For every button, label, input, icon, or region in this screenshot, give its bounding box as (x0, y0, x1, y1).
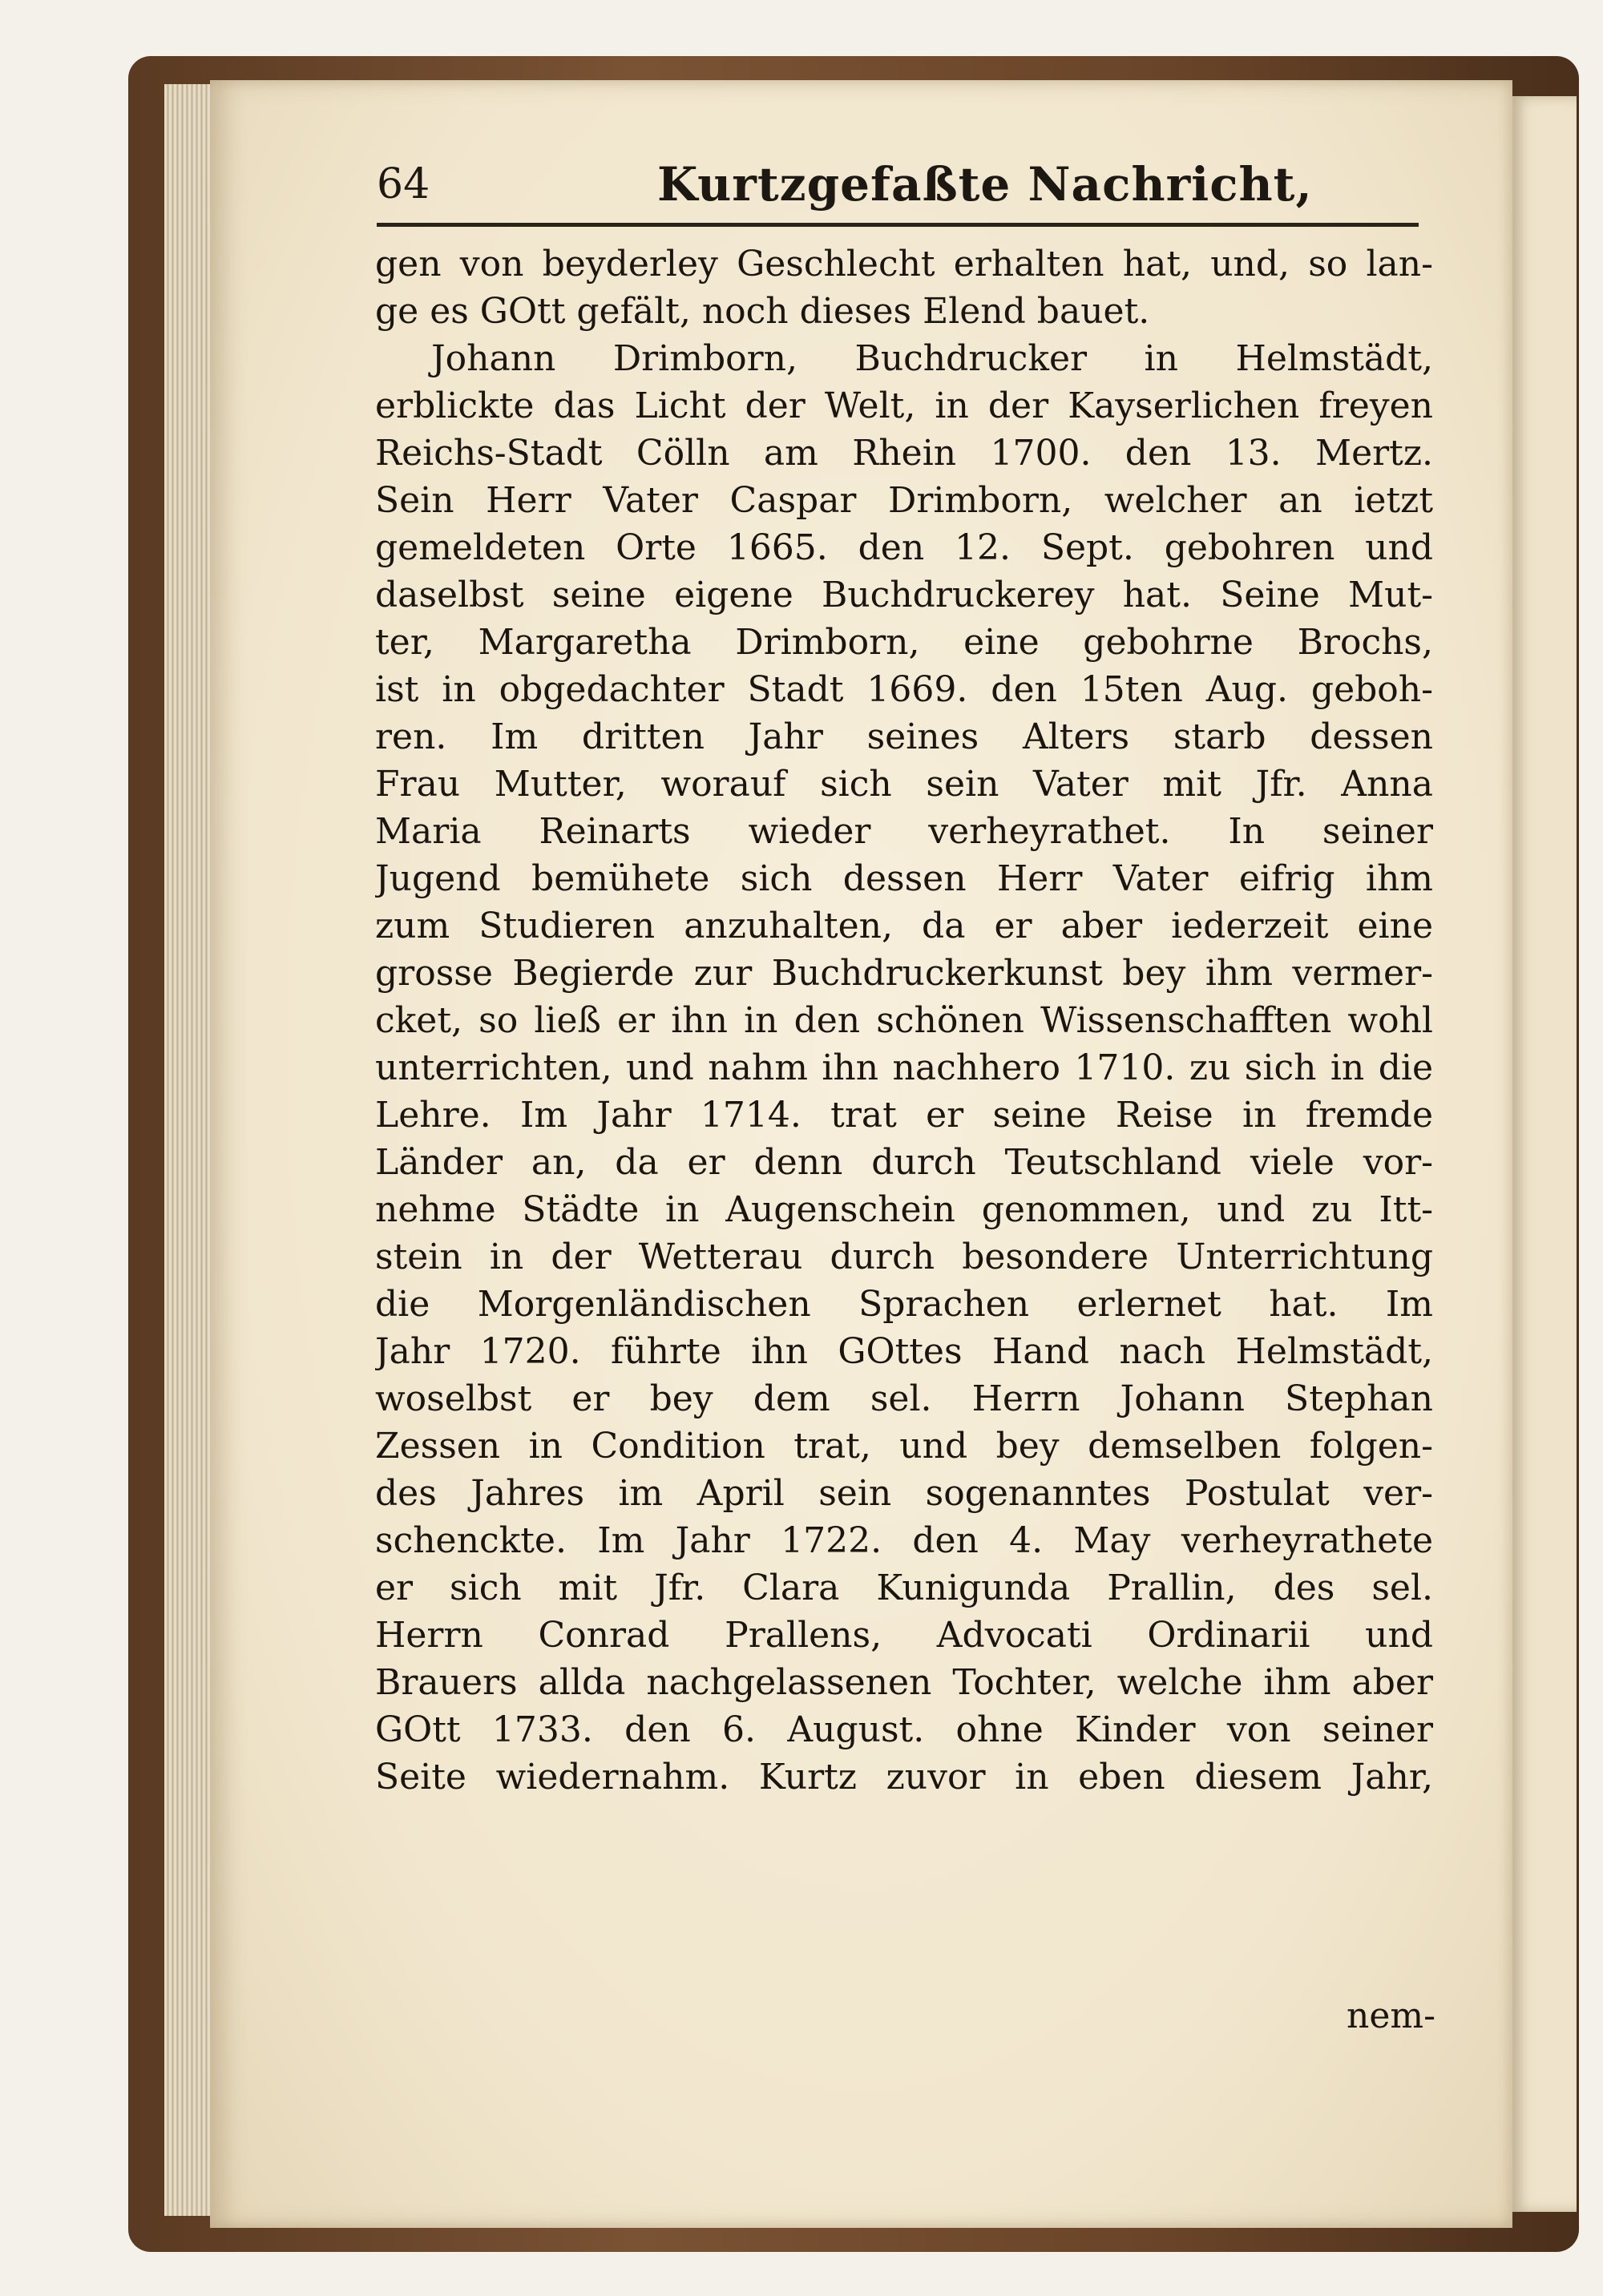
text-line: zum Studieren anzuhalten, da er aber iederzeit eine (375, 906, 1433, 946)
text-line: gemeldeten Orte 1665. den 12. Sept. gebohren und (375, 527, 1433, 568)
catchword: nem- (1347, 1995, 1435, 2036)
text-line: cket, so ließ er ihn in den schönen Wissenschafften wohl (375, 1000, 1433, 1041)
text-line: Brauers allda nachgelassenen Tochter, welche ihm aber (375, 1662, 1433, 1703)
text-line: Sein Herr Vater Caspar Drimborn, welcher an ietzt (375, 480, 1433, 521)
text-line: daselbst seine eigene Buchdruckerey hat. Seine Mut- (375, 575, 1433, 615)
text-line: gen von beyderley Geschlecht erhalten hat, und, so lan- (375, 244, 1433, 284)
text-line: die Morgenländischen Sprachen erlernet hat. Im (375, 1284, 1433, 1325)
text-line: Frau Mutter, worauf sich sein Vater mit Jfr. Anna (375, 764, 1433, 805)
facing-page-edge (1512, 96, 1577, 2212)
text-line: Lehre. Im Jahr 1714. trat er seine Reise in fremde (375, 1095, 1433, 1136)
text-line: Reichs-Stadt Cölln am Rhein 1700. den 13. Mertz. (375, 433, 1433, 474)
text-line: ter, Margaretha Drimborn, eine gebohrne Brochs, (375, 622, 1433, 663)
text-line: stein in der Wetterau durch besondere Unterrichtung (375, 1237, 1433, 1277)
header-rule (377, 223, 1419, 227)
body-text (375, 240, 1433, 1801)
text-line: ist in obgedachter Stadt 1669. den 15ten Aug. geboh- (375, 669, 1433, 710)
text-line: er sich mit Jfr. Clara Kunigunda Prallin, des sel. (375, 1568, 1433, 1608)
text-line: woselbst er bey dem sel. Herrn Johann Stephan (375, 1378, 1433, 1419)
text-line: Länder an, da er denn durch Teutschland viele vor- (375, 1142, 1433, 1183)
text-line: unterrichten, und nahm ihn nachhero 1710. zu sich in die (375, 1047, 1433, 1088)
text-line: Maria Reinarts wieder verheyrathet. In seiner (375, 811, 1433, 852)
text-line: Zessen in Condition trat, und bey demselben folgen- (375, 1426, 1433, 1467)
text-line: des Jahres im April sein sogenanntes Postulat ver- (375, 1473, 1433, 1514)
text-line: ren. Im dritten Jahr seines Alters starb dessen (375, 716, 1433, 757)
text-line: Seite wiedernahm. Kurtz zuvor in eben diesem Jahr, (375, 1757, 1433, 1798)
text-line: erblickte das Licht der Welt, in der Kayserlichen freyen (375, 385, 1433, 426)
text-line: Herrn Conrad Prallens, Advocati Ordinarii und (375, 1615, 1433, 1656)
page-number: 64 (377, 160, 430, 208)
page-header (377, 152, 1419, 224)
text-line: Jugend bemühete sich dessen Herr Vater eifrig ihm (375, 858, 1433, 899)
text-line: Jahr 1720. führte ihn GOttes Hand nach Helmstädt, (375, 1331, 1433, 1372)
text-line: ge es GOtt gefält, noch dieses Elend bauet. (375, 291, 1150, 332)
text-line: schenckte. Im Jahr 1722. den 4. May verheyrathete (375, 1520, 1433, 1561)
text-line: Johann Drimborn, Buchdrucker in Helmstädt, (431, 338, 1433, 379)
running-title: Kurtzgefaßte Nachricht, (657, 157, 1313, 212)
text-line: GOtt 1733. den 6. August. ohne Kinder von seiner (375, 1709, 1433, 1750)
text-line: grosse Begierde zur Buchdruckerkunst bey ihm vermer- (375, 953, 1433, 994)
text-line: nehme Städte in Augenschein genommen, und zu Itt- (375, 1189, 1433, 1230)
